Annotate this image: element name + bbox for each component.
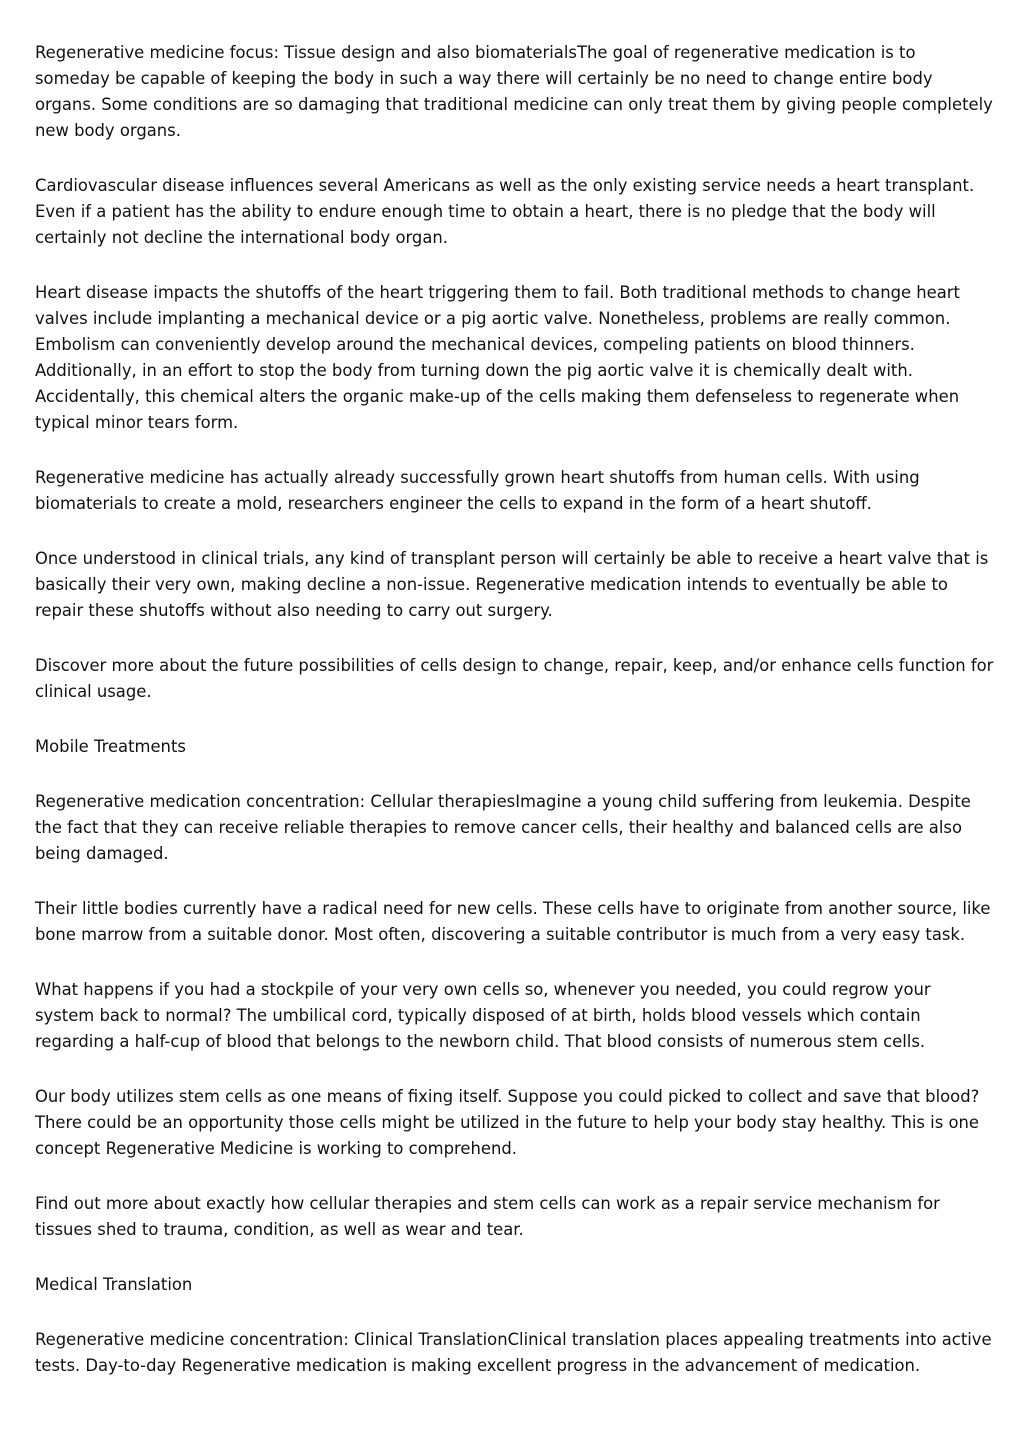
section-heading-medical-translation: Medical Translation bbox=[35, 1275, 193, 1294]
section-heading-mobile-treatments: Mobile Treatments bbox=[35, 737, 186, 756]
paragraph-find-out-more: Find out more about exactly how cellular therapies and stem cells can work as a repair service mechanism for tissues shed to trauma, condition, as well as wear and tear. bbox=[35, 1194, 940, 1239]
paragraph-heart-valves: Heart disease impacts the shutoffs of the heart triggering them to fail. Both traditional methods to change heart valves include implanting a mechanical device or a pig aortic valve. Nonetheless, problems are really common. Embolism can conveniently develop around the mechanical devices, compeling patients on blood thinners. Additionally, in an effort to stop the body from turning down the pig aortic valve it is chemically dealt with. Accidentally, this chemical alters the organic make-up of the cells making them defenseless to regenerate when typical minor tears form. bbox=[35, 283, 960, 432]
paragraph-clinical-translation: Regenerative medicine concentration: Clinical TranslationClinical translation places appealing treatments into active tests. Day-to-day Regenerative medication is making excellent progress in the advancement of medication. bbox=[35, 1330, 992, 1375]
paragraph-umbilical-cord: What happens if you had a stockpile of your very own cells so, whenever you needed, you could regrow your system back to normal? The umbilical cord, typically disposed of at birth, holds blood vessels which contain regarding a half-cup of blood that belongs to the newborn child. That blood consists of numerous stem cells. bbox=[35, 980, 931, 1051]
paragraph-tissue-design-intro: Regenerative medicine focus: Tissue design and also biomaterialsThe goal of regenerative medication is to someday be capable of keeping the body in such a way there will certainly be no need to change entire body organs. Some conditions are so damaging that traditional medicine can only treat them by giving people completely new body organs. bbox=[35, 43, 993, 140]
paragraph-new-cells: Their little bodies currently have a radical need for new cells. These cells have to originate from another source, like bone marrow from a suitable donor. Most often, discovering a suitable contributor is much from a very easy task. bbox=[35, 899, 991, 944]
paragraph-grown-heart-valves: Regenerative medicine has actually already successfully grown heart shutoffs from human cells. With using biomaterials to create a mold, researchers engineer the cells to expand in the form of a heart shutoff. bbox=[35, 468, 920, 513]
document-body bbox=[35, 40, 995, 1408]
paragraph-cardiovascular-disease: Cardiovascular disease influences several Americans as well as the only existing service needs a heart transplant. Even if a patient has the ability to endure enough time to obtain a heart, there is no pledge that the body will certainly not decline the international body organ. bbox=[35, 176, 975, 247]
paragraph-cellular-therapies: Regenerative medication concentration: Cellular therapiesImagine a young child suffering from leukemia. Despite the fact that they can receive reliable therapies to remove cancer cells, their healthy and balanced cells are also being damaged. bbox=[35, 792, 971, 863]
paragraph-discover-more: Discover more about the future possibilities of cells design to change, repair, keep, and/or enhance cells function for clinical usage. bbox=[35, 656, 994, 701]
paragraph-stem-cells: Our body utilizes stem cells as one means of fixing itself. Suppose you could picked to collect and save that blood? There could be an opportunity those cells might be utilized in the future to help your body stay healthy. This is one concept Regenerative Medicine is working to comprehend. bbox=[35, 1087, 980, 1158]
paragraph-clinical-trials: Once understood in clinical trials, any kind of transplant person will certainly be able to receive a heart valve that is basically their very own, making decline a non-issue. Regenerative medication intends to eventually be able to repair these shutoffs without also needing to carry out surgery. bbox=[35, 549, 989, 620]
